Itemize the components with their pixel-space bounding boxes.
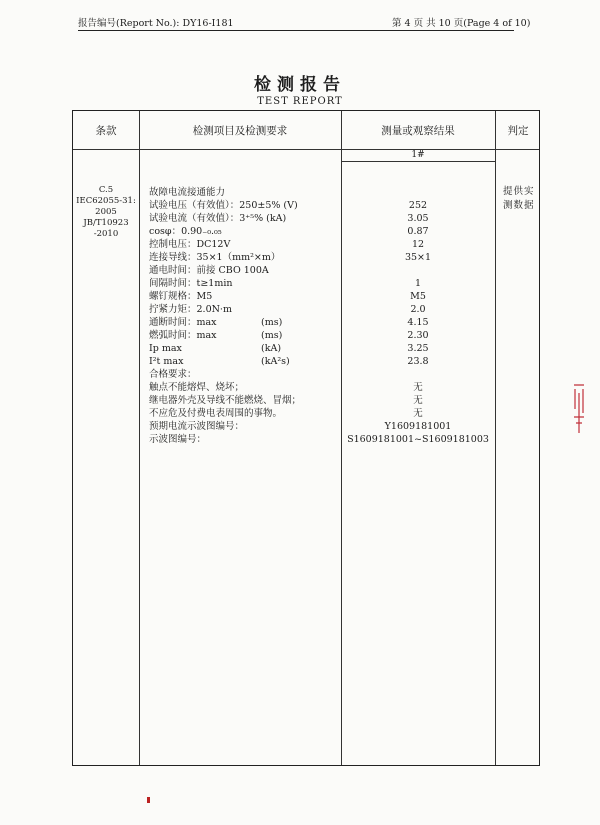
- page-title: 检测报告: [254, 75, 346, 95]
- result-value: 3.05: [407, 213, 429, 224]
- result-value: S1609181001~S1609181003: [347, 434, 489, 445]
- requirement-text: 示波图编号：: [149, 434, 207, 445]
- column-header-clause: 条款: [95, 124, 117, 137]
- header-rule: [78, 30, 514, 31]
- result-value: 23.8: [407, 356, 429, 367]
- page-indicator: 第 4 页 共 10 页(Page 4 of 10): [392, 18, 531, 29]
- result-value: 3.25: [407, 343, 429, 354]
- result-value: 0.87: [407, 226, 429, 237]
- requirement-text: 试验电压（有效值）：250±5% (V): [149, 200, 298, 211]
- sample-number: 1#: [411, 150, 425, 160]
- result-value: Y1609181001: [384, 421, 452, 432]
- verdict-cell: [503, 185, 537, 213]
- requirement-text: 触点不能熔焊、烧坏；: [149, 382, 245, 393]
- requirement-text: 间隔时间：t≥1min: [149, 278, 233, 289]
- pen-mark: [147, 797, 150, 803]
- requirement-unit: (ms): [261, 317, 283, 328]
- requirement-unit: (ms): [261, 330, 283, 341]
- report-number: 报告编号(Report No.): DY16-I181: [78, 18, 234, 29]
- clause-line: IEC62055-31:: [76, 196, 136, 206]
- requirement-text: 通电时间：前接 CBO 100A: [149, 265, 269, 276]
- requirement-text: cosφ：0.90₋₀.₀₅: [149, 226, 222, 237]
- clause-line: 2005: [95, 207, 117, 217]
- result-value: 1: [414, 278, 422, 289]
- report-table: [72, 110, 540, 766]
- requirement-unit: (kA²s): [261, 356, 290, 367]
- result-value: 2.30: [407, 330, 429, 341]
- requirement-text: 试验电流（有效值）：3⁺⁵% (kA): [149, 213, 287, 224]
- requirement-text: Ip max: [149, 343, 182, 354]
- requirement-text: 拧紧力矩：2.0N·m: [149, 304, 232, 315]
- column-divider: [495, 111, 496, 765]
- result-value: 12: [411, 239, 425, 250]
- page-subtitle: TEST REPORT: [257, 96, 343, 107]
- clause-line: -2010: [93, 229, 119, 239]
- result-value: M5: [410, 291, 426, 302]
- column-divider: [139, 111, 140, 765]
- clause-line: JB/T10923: [83, 218, 129, 228]
- requirement-text: 燃弧时间：max: [149, 330, 217, 341]
- requirement-text: 预期电流示波图编号：: [149, 421, 245, 432]
- result-value: 35×1: [404, 252, 432, 263]
- clause-cell: [73, 185, 139, 240]
- requirement-text: 通断时间：max: [149, 317, 217, 328]
- requirement-text: I²t max: [149, 356, 184, 367]
- requirement-unit: (kA): [261, 343, 282, 354]
- clause-line: C.5: [98, 185, 114, 195]
- result-value: 无: [413, 382, 423, 393]
- sample-divider: [341, 161, 495, 162]
- result-value: 无: [413, 395, 423, 406]
- requirement-text: 连接导线：35×1（mm²×m）: [149, 252, 281, 263]
- requirement-text: 控制电压：DC12V: [149, 239, 231, 250]
- result-value: 2.0: [410, 304, 426, 315]
- requirement-text: 螺钉规格：M5: [149, 291, 213, 302]
- requirement-text: 故障电流接通能力: [149, 187, 226, 198]
- requirement-text: 合格要求：: [149, 369, 197, 380]
- stamp-mark-icon: [572, 383, 586, 435]
- requirement-text: 继电器外壳及导线不能燃烧、冒烟；: [149, 395, 302, 406]
- verdict-line: 提供实: [503, 186, 535, 197]
- result-value: 4.15: [407, 317, 429, 328]
- column-header-verdict: 判定: [507, 124, 529, 137]
- verdict-line: 测数据: [503, 200, 535, 211]
- result-value: 无: [413, 408, 423, 419]
- column-header-item: 检测项目及检测要求: [192, 124, 288, 137]
- column-header-result: 测量或观察结果: [381, 124, 455, 137]
- result-value: 252: [408, 200, 428, 211]
- requirement-text: 不应危及付费电表周围的事物。: [149, 408, 283, 419]
